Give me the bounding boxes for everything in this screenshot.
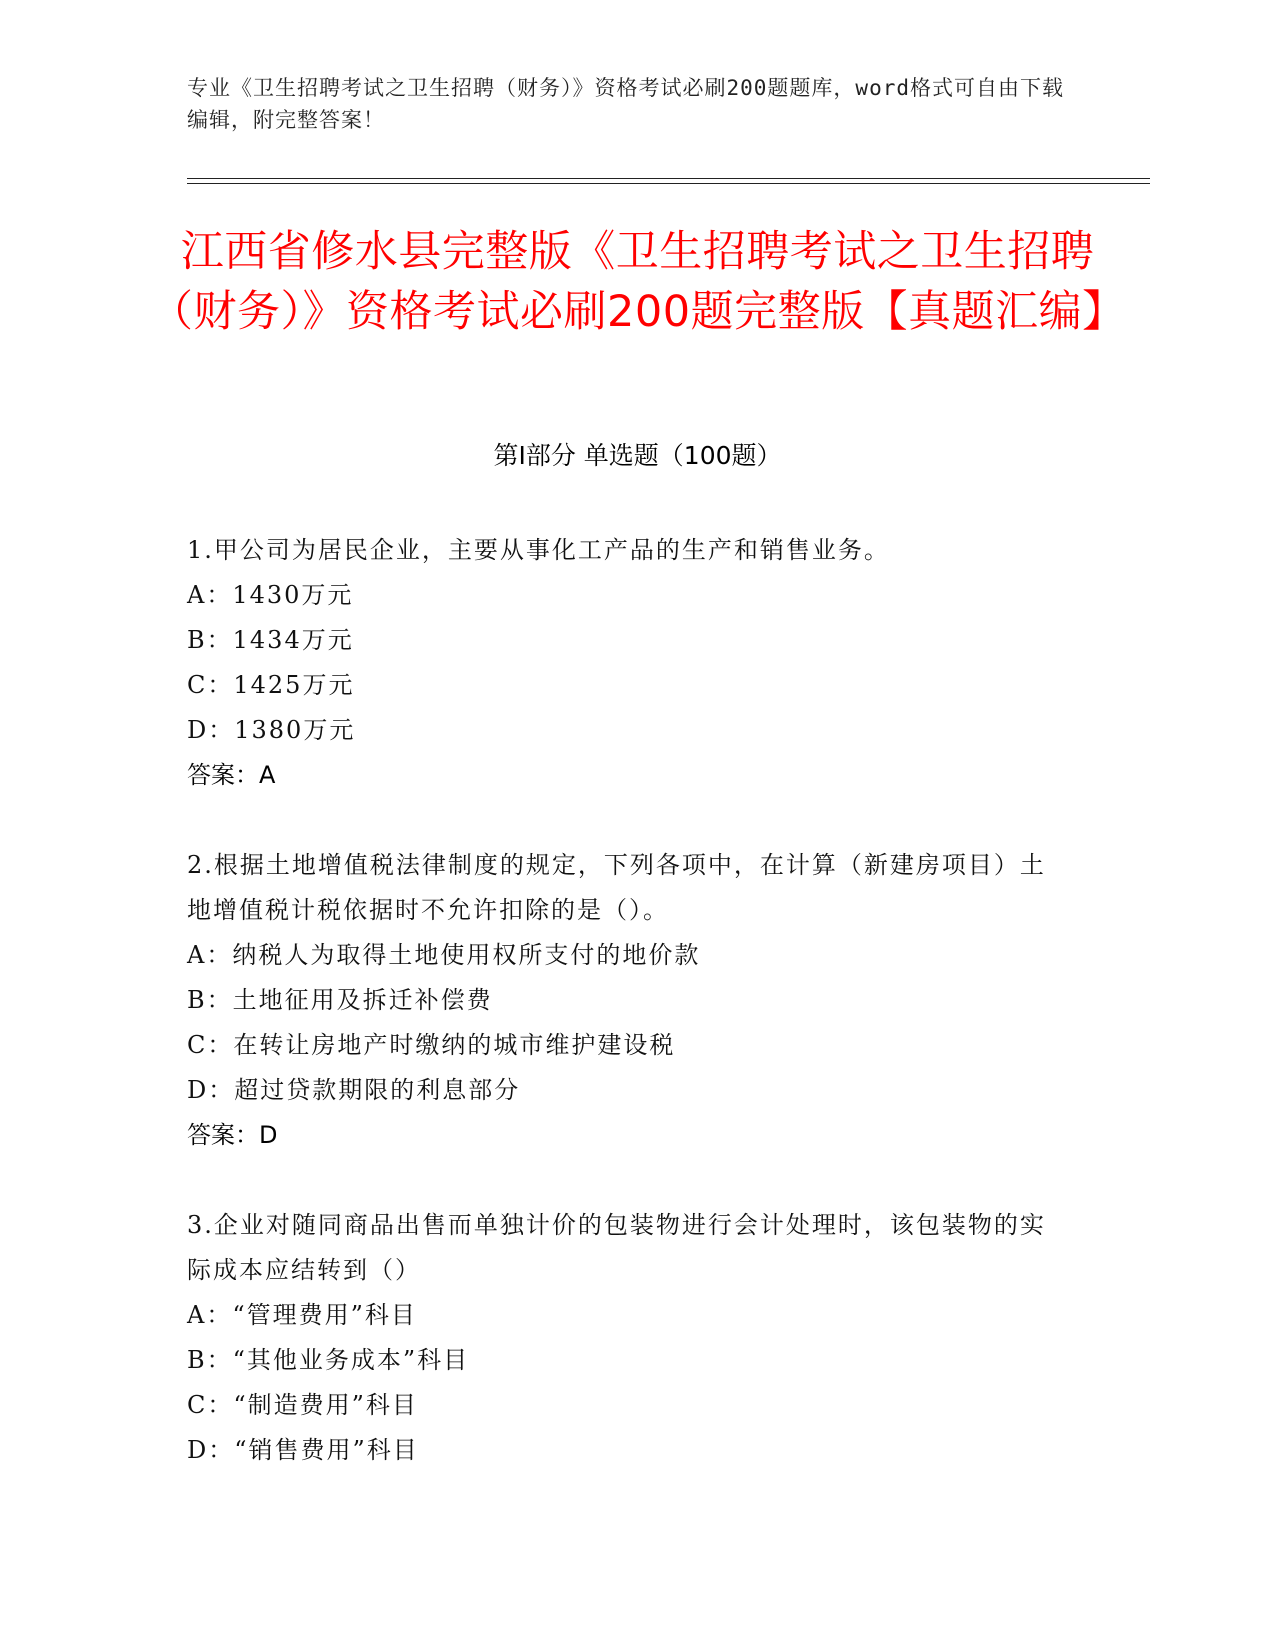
option-b: B：“其他业务成本”科目 bbox=[187, 1346, 470, 1374]
option-d: D：“销售费用”科目 bbox=[187, 1436, 419, 1464]
option-d: D：超过贷款期限的利息部分 bbox=[187, 1076, 521, 1104]
question-stem: 2.根据土地增值税法律制度的规定，下列各项中，在计算（新建房项目）土地增值税计税依据时不允许扣除的是（）。 bbox=[187, 851, 1046, 924]
question-stem: 1.甲公司为居民企业，主要从事化工产品的生产和销售业务。 bbox=[187, 536, 890, 564]
document-title: 江西省修水县完整版《卫生招聘考试之卫生招聘（财务）》资格考试必刷200题完整版【真题汇编】 bbox=[150, 227, 1126, 337]
header-divider-bottom bbox=[187, 183, 1150, 184]
option-b: B：1434万元 bbox=[187, 626, 354, 654]
header-divider-top bbox=[187, 178, 1150, 179]
header-note: 专业《卫生招聘考试之卫生招聘（财务）》资格考试必刷200题题库，word格式可自由下载编辑，附完整答案！ bbox=[187, 76, 1064, 132]
option-a: A：“管理费用”科目 bbox=[187, 1301, 417, 1329]
option-d: D：1380万元 bbox=[187, 716, 356, 744]
answer-line: 答案：D bbox=[187, 1121, 278, 1149]
option-c: C：在转让房地产时缴纳的城市维护建设税 bbox=[187, 1031, 676, 1059]
option-a: A：纳税人为取得土地使用权所支付的地价款 bbox=[187, 941, 701, 969]
question-item bbox=[187, 528, 1057, 798]
question-list bbox=[187, 528, 1057, 1518]
option-c: C：1425万元 bbox=[187, 671, 355, 699]
question-stem: 3.企业对随同商品出售而单独计价的包装物进行会计处理时，该包装物的实际成本应结转到（） bbox=[187, 1211, 1046, 1284]
question-item bbox=[187, 1203, 1057, 1473]
option-b: B：土地征用及拆迁补偿费 bbox=[187, 986, 493, 1014]
question-item bbox=[187, 843, 1057, 1158]
answer-line: 答案：A bbox=[187, 761, 276, 789]
section-title: 第I部分 单选题（100题） bbox=[493, 441, 782, 470]
option-a: A：1430万元 bbox=[187, 581, 354, 609]
option-c: C：“制造费用”科目 bbox=[187, 1391, 418, 1419]
